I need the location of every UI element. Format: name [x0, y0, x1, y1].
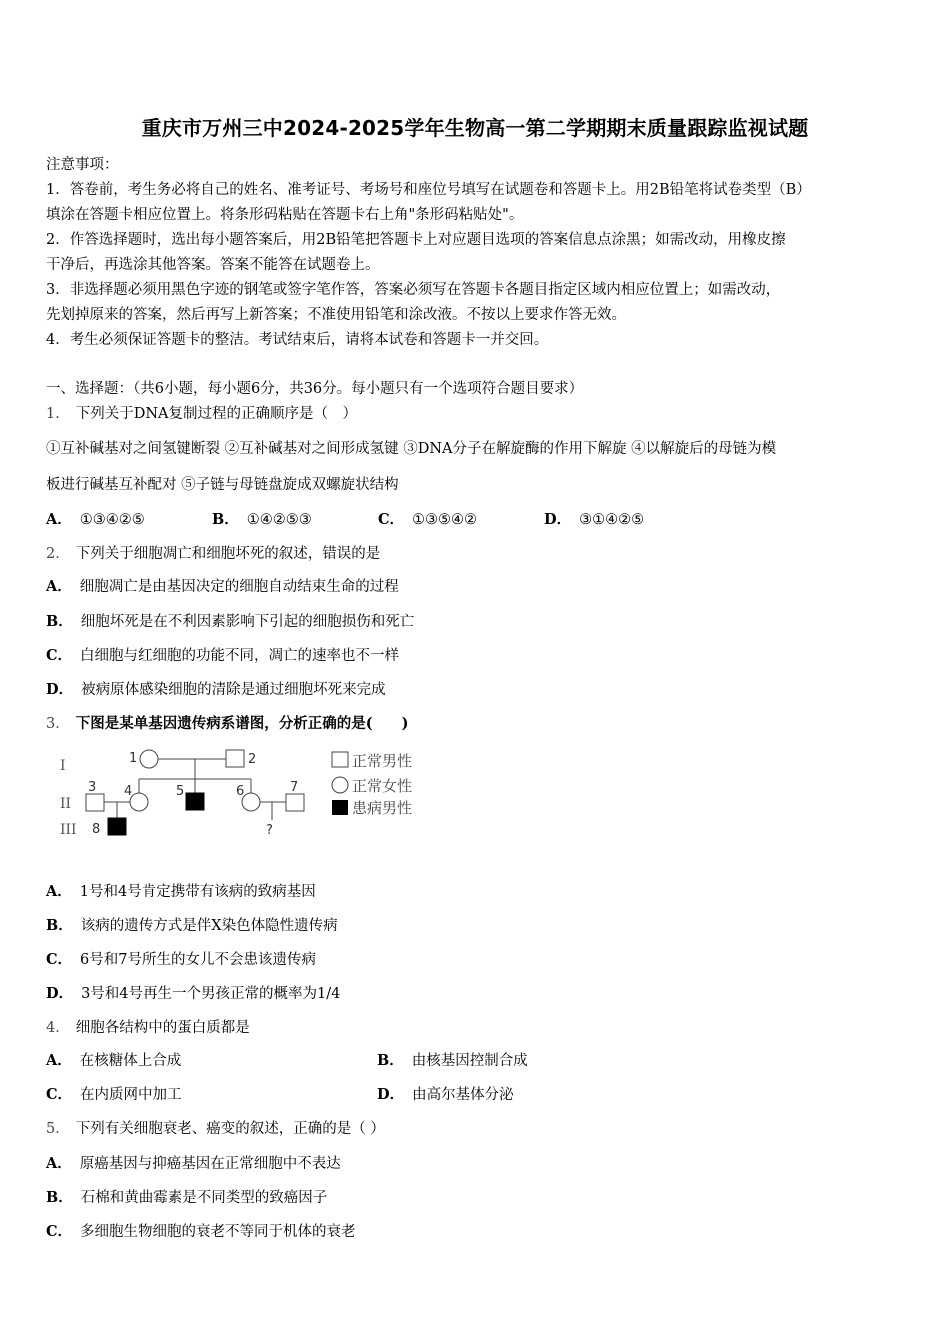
option-a[interactable]: A． ①③④②⑤: [46, 511, 145, 528]
pedigree-diagram: [52, 740, 322, 840]
legend-female-normal-icon: [332, 777, 348, 793]
notice-line: 填涂在答题卡相应位置上。将条形码粘贴在答题卡右上角"条形码粘贴处"。: [46, 207, 524, 223]
option-b[interactable]: B． ①④②⑤③: [212, 511, 312, 528]
question-5: [46, 1117, 385, 1138]
male-normal-symbol: [86, 794, 104, 811]
question-stem: 细胞各结构中的蛋白质都是: [75, 1020, 250, 1036]
female-normal-symbol: [242, 793, 260, 811]
notice-line: 干净后，再选涂其他答案。答案不能答在试题卷上。: [46, 257, 380, 273]
option-a[interactable]: A． 在核糖体上合成: [46, 1052, 182, 1069]
generation-label: II: [60, 796, 72, 812]
question-2: [46, 542, 380, 563]
option-c[interactable]: C． 在内质网中加工: [46, 1086, 182, 1103]
individual-label: 5: [176, 784, 185, 799]
notice-line: 先划掉原来的答案，然后再写上新答案；不准使用铅笔和涂改液。不按以上要求作答无效。: [46, 307, 626, 323]
individual-label: 8: [92, 822, 101, 837]
option-a[interactable]: A． 细胞凋亡是由基因决定的细胞自动结束生命的过程: [46, 578, 399, 595]
female-normal-symbol: [140, 750, 158, 768]
option-a[interactable]: A． 原癌基因与抑癌基因在正常细胞中不表达: [46, 1155, 341, 1172]
question-stem: 下列有关细胞衰老、癌变的叙述，正确的是（ ）: [75, 1121, 385, 1137]
individual-label: 1: [129, 751, 138, 766]
question-number: 1．: [46, 406, 70, 422]
generation-label: I: [60, 758, 66, 774]
option-b[interactable]: B． 细胞坏死是在不利因素影响下引起的细胞损伤和死亡: [46, 613, 415, 630]
male-affected-symbol: [186, 793, 204, 810]
legend-male-affected-icon: [332, 800, 348, 815]
notice-line: 4．考生必须保证答题卡的整洁。考试结束后，请将本试卷和答题卡一并交回。: [46, 332, 549, 348]
question-number: 2．: [46, 546, 70, 562]
notice-line: 1．答卷前，考生务必将自己的姓名、准考证号、考场号和座位号填写在试题卷和答题卡上。用2B铅笔将试卷类型（B）: [46, 182, 811, 198]
option-d[interactable]: D． 被病原体感染细胞的清除是通过细胞坏死来完成: [46, 681, 386, 698]
notice-line: 3．非选择题必须用黑色字迹的钢笔或签字笔作答，答案必须写在答题卡各题目指定区域内相应位置上；如需改动，: [46, 282, 781, 298]
individual-label: 3: [88, 780, 97, 795]
option-d[interactable]: D． 由高尔基体分泌: [377, 1086, 514, 1103]
question-3: [46, 712, 408, 733]
option-b[interactable]: B． 石棉和黄曲霉素是不同类型的致癌因子: [46, 1189, 328, 1206]
question-stem: 下列关于DNA复制过程的正确顺序是（ ）: [75, 406, 358, 422]
option-d[interactable]: D． ③①④②⑤: [544, 511, 645, 528]
option-c[interactable]: C． 6号和7号所生的女儿不会患该遗传病: [46, 951, 316, 968]
option-c[interactable]: C． 多细胞生物细胞的衰老不等同于机体的衰老: [46, 1223, 356, 1240]
question-stem: 下列关于细胞凋亡和细胞坏死的叙述，错误的是: [75, 546, 381, 562]
individual-label: 7: [290, 780, 299, 795]
individual-label: 6: [236, 784, 245, 799]
option-b[interactable]: B． 由核基因控制合成: [377, 1052, 528, 1069]
question-number: 4．: [46, 1020, 70, 1036]
male-normal-symbol: [286, 794, 304, 811]
section-heading: 一、选择题：（共6小题，每小题6分，共36分。每小题只有一个选项符合题目要求）: [46, 381, 584, 397]
question-1-desc-line2: 板进行碱基互补配对 ⑤子链与母链盘旋成双螺旋状结构: [46, 477, 399, 493]
page-title: 重庆市万州三中2024-2025学年生物高一第二学期期末质量跟踪监视试题: [141, 116, 809, 140]
option-c[interactable]: C． 白细胞与红细胞的功能不同，凋亡的速率也不一样: [46, 647, 400, 664]
question-4: [46, 1016, 250, 1037]
notice-line: 2．作答选择题时，选出每小题答案后，用2B铅笔把答题卡上对应题目选项的答案信息点涂黑；如需改动，用橡皮擦: [46, 232, 786, 248]
question-1: [46, 402, 357, 423]
male-affected-symbol: [108, 818, 126, 835]
legend-male-normal-icon: [332, 752, 348, 767]
individual-label: 4: [124, 784, 133, 799]
individual-label: 2: [248, 752, 257, 767]
legend-label: 正常男性: [352, 752, 413, 770]
question-number: 5．: [46, 1121, 70, 1137]
legend-label: 正常女性: [352, 777, 413, 795]
female-normal-symbol: [130, 793, 148, 811]
pedigree-legend: [330, 748, 440, 828]
notice-heading: 注意事项：: [46, 157, 119, 173]
option-a[interactable]: A． 1号和4号肯定携带有该病的致病基因: [46, 883, 316, 900]
unknown-offspring-label: ?: [266, 823, 273, 838]
question-number: 3．: [46, 716, 70, 732]
option-b[interactable]: B． 该病的遗传方式是伴X染色体隐性遗传病: [46, 917, 338, 934]
legend-label: 患病男性: [352, 799, 413, 817]
question-stem: 下图是某单基因遗传病系谱图，分析正确的是( ): [75, 715, 409, 732]
option-d[interactable]: D． 3号和4号再生一个男孩正常的概率为1/4: [46, 985, 341, 1002]
question-1-desc-line1: ①互补碱基对之间氢键断裂 ②互补碱基对之间形成氢键 ③DNA分子在解旋酶的作用下解旋 ④以解旋后的母链为模: [46, 441, 777, 457]
male-normal-symbol: [226, 750, 244, 767]
option-c[interactable]: C． ①③⑤④②: [378, 511, 478, 528]
question-1-options: [46, 508, 644, 529]
generation-label: III: [60, 822, 77, 838]
